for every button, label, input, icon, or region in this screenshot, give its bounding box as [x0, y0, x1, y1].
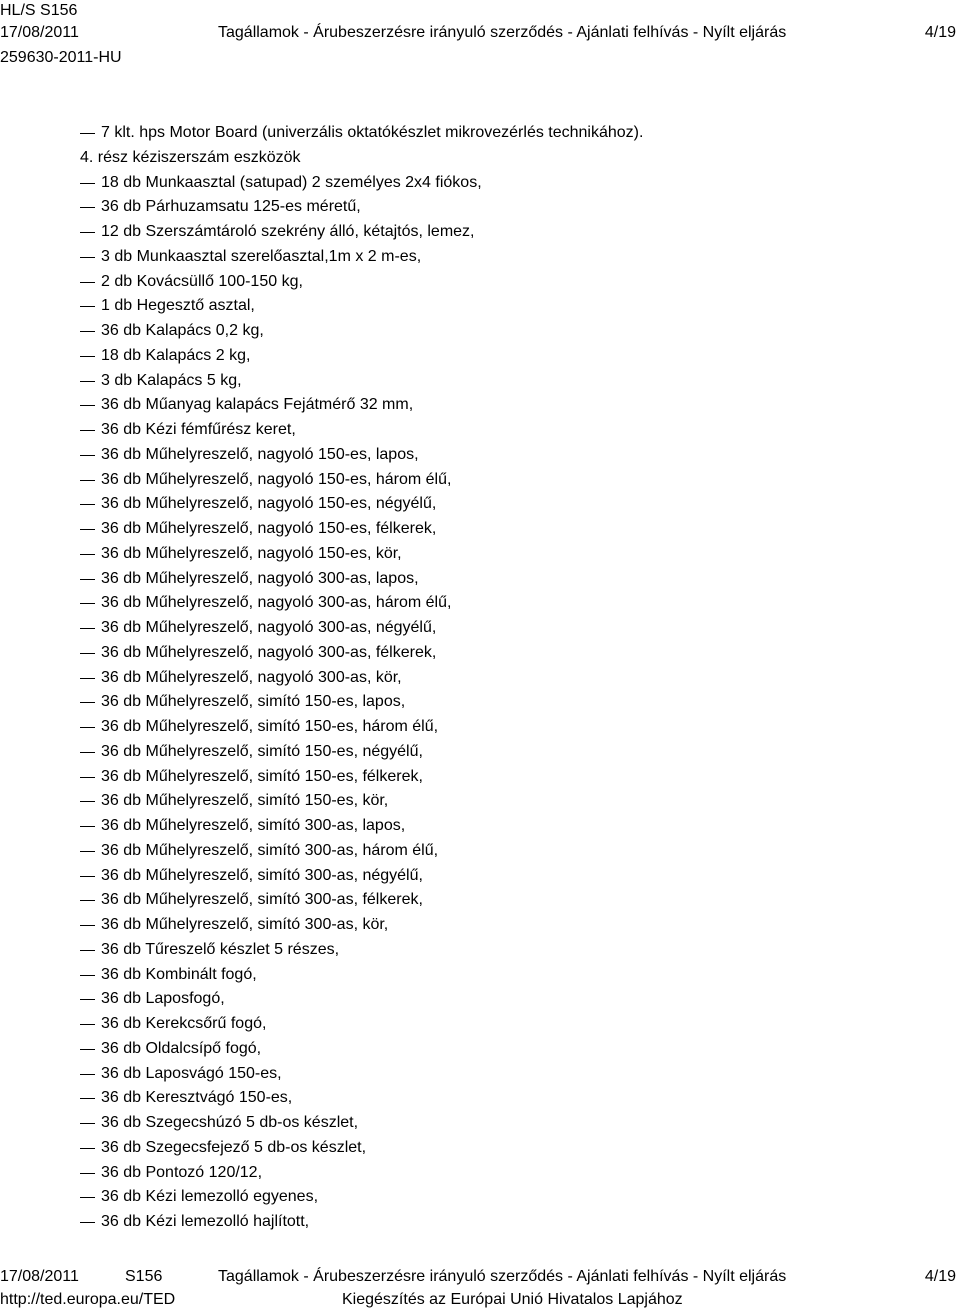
list-item-text: 36 db Szegecsfejező 5 db-os készlet,: [101, 1138, 367, 1156]
list-item-text: 36 db Műhelyreszelő, nagyoló 150-es, kör,: [101, 544, 402, 562]
list-item-text: 36 db Kézi lemezolló hajlított,: [101, 1213, 310, 1230]
list-item-text: 36 db Műhelyreszelő, simító 150-es, lapos,: [101, 693, 406, 711]
list-item: [80, 121, 643, 146]
list-item-text: 36 db Szegecshúzó 5 db-os készlet,: [101, 1114, 359, 1131]
list-item-text: 36 db Műhelyreszelő, simító 300-as, félkerek,: [101, 891, 423, 909]
header-date: 17/08/2011: [0, 24, 79, 41]
list-item-text: 4. rész kéziszerszám eszközök: [80, 148, 301, 166]
list-item: [80, 641, 643, 666]
list-item: [80, 245, 643, 270]
list-item-text: 36 db Műhelyreszelő, simító 150-es, három élű,: [101, 718, 439, 735]
list-item-text: 18 db Munkaasztal (satupad) 2 személyes 2x4 fiókos,: [101, 173, 482, 191]
list-item-text: 36 db Műhelyreszelő, nagyoló 300-as, kör,: [101, 668, 402, 686]
list-item-text: 36 db Kombinált fogó,: [101, 965, 257, 983]
list-item-text: 36 db Laposvágó 150-es,: [101, 1064, 282, 1082]
list-item: [80, 1012, 643, 1037]
item-list: [80, 121, 643, 1235]
list-item-text: 2 db Kovácsüllő 100-150 kg,: [101, 272, 303, 290]
list-item: [80, 740, 643, 765]
list-item-text: 36 db Műanyag kalapács Fejátmérő 32 mm,: [101, 396, 414, 414]
header-notice-id: 259630-2011-HU: [0, 49, 122, 66]
list-item: [80, 344, 643, 369]
list-item-text: 36 db Pontozó 120/12,: [101, 1163, 263, 1181]
list-item: [80, 369, 643, 394]
list-item-text: 36 db Tűreszelő készlet 5 részes,: [101, 940, 340, 958]
footer-date: 17/08/2011: [0, 1268, 79, 1285]
header-reference: HL/S S156: [0, 2, 78, 19]
list-item: [80, 715, 643, 740]
list-item: [80, 270, 643, 295]
list-item: [80, 1136, 643, 1161]
list-item: [80, 591, 643, 616]
list-item: [80, 987, 643, 1012]
list-item-text: 36 db Laposfogó,: [101, 990, 225, 1008]
list-item-text: 36 db Kézi lemezolló egyenes,: [101, 1188, 319, 1206]
list-item: [80, 220, 643, 245]
list-item: [80, 1185, 643, 1210]
list-item: [80, 492, 643, 517]
list-item-text: 36 db Műhelyreszelő, nagyoló 300-as, négyélű,: [101, 619, 437, 636]
list-item: [80, 319, 643, 344]
list-item: [80, 1037, 643, 1062]
list-item-text: 36 db Műhelyreszelő, simító 300-as, kör,: [101, 916, 389, 933]
list-item: [80, 1161, 643, 1186]
footer-supplement: Kiegészítés az Európai Unió Hivatalos Lapjához: [342, 1291, 683, 1308]
list-item: [80, 814, 643, 839]
list-item: [80, 888, 643, 913]
list-item: [80, 666, 643, 691]
list-item: [80, 690, 643, 715]
list-item: [80, 1062, 643, 1087]
list-item-text: 36 db Műhelyreszelő, nagyoló 300-as, három élű,: [101, 594, 452, 612]
list-item-text: 7 klt. hps Motor Board (univerzális oktatókészlet mikrovezérlés technikához).: [101, 124, 644, 141]
list-item-text: 36 db Keresztvágó 150-es,: [101, 1089, 293, 1107]
list-item-text: 36 db Műhelyreszelő, nagyoló 300-as, lapos,: [101, 569, 419, 587]
list-item: [80, 468, 643, 493]
list-item: [80, 294, 643, 319]
list-item: [80, 418, 643, 443]
list-item-text: 36 db Műhelyreszelő, nagyoló 150-es, lapos,: [101, 445, 419, 463]
list-item: [80, 542, 643, 567]
list-item: [80, 1111, 643, 1136]
list-item-text: 36 db Műhelyreszelő, simító 150-es, kör,: [101, 792, 389, 810]
list-item-text: 36 db Műhelyreszelő, simító 300-as, lapos,: [101, 817, 406, 834]
footer-title: Tagállamok - Árubeszerzésre irányuló szerződés - Ajánlati felhívás - Nyílt eljárás: [218, 1268, 787, 1285]
list-item: [80, 1210, 643, 1235]
list-item: [80, 839, 643, 864]
list-item: [80, 765, 643, 790]
header-page-number: 4/19: [924, 24, 956, 41]
list-item-text: 1 db Hegesztő asztal,: [101, 297, 255, 315]
list-item: [80, 146, 643, 171]
list-item: [80, 938, 643, 963]
list-item-text: 36 db Kalapács 0,2 kg,: [101, 322, 264, 339]
list-item-text: 18 db Kalapács 2 kg,: [101, 346, 251, 364]
footer-page-number: 4/19: [924, 1268, 956, 1285]
list-item-text: 36 db Műhelyreszelő, nagyoló 150-es, négyélű,: [101, 495, 437, 513]
footer-url[interactable]: http://ted.europa.eu/TED: [0, 1291, 176, 1308]
list-item-text: 36 db Műhelyreszelő, simító 150-es, négyélű,: [101, 742, 423, 760]
list-item: [80, 1086, 643, 1111]
list-item: [80, 789, 643, 814]
list-item-text: 36 db Oldalcsípő fogó,: [101, 1039, 262, 1057]
list-item: [80, 616, 643, 641]
list-item: [80, 963, 643, 988]
list-item: [80, 567, 643, 592]
list-item-text: 36 db Műhelyreszelő, nagyoló 300-as, félkerek,: [101, 643, 437, 661]
list-item-text: 36 db Párhuzamsatu 125-es méretű,: [101, 198, 361, 216]
list-item-text: 36 db Kézi fémfűrész keret,: [101, 421, 296, 438]
list-item-text: 12 db Szerszámtároló szekrény álló, kétajtós, lemez,: [101, 223, 475, 240]
list-item: [80, 171, 643, 196]
footer-code: S156: [125, 1268, 163, 1285]
list-item: [80, 195, 643, 220]
list-item: [80, 864, 643, 889]
list-item-text: 36 db Műhelyreszelő, nagyoló 150-es, három élű,: [101, 470, 452, 488]
list-item-text: 3 db Munkaasztal szerelőasztal,1m x 2 m-es,: [101, 247, 422, 265]
header-title: Tagállamok - Árubeszerzésre irányuló szerződés - Ajánlati felhívás - Nyílt eljárás: [218, 24, 787, 41]
list-item-text: 3 db Kalapács 5 kg,: [101, 371, 242, 389]
list-item: [80, 443, 643, 468]
list-item: [80, 393, 643, 418]
list-item: [80, 913, 643, 938]
list-item-text: 36 db Műhelyreszelő, simító 150-es, félkerek,: [101, 767, 423, 785]
list-item-text: 36 db Műhelyreszelő, simító 300-as, három élű,: [101, 841, 439, 859]
list-item-text: 36 db Műhelyreszelő, simító 300-as, négyélű,: [101, 866, 423, 884]
list-item-text: 36 db Kerekcsőrű fogó,: [101, 1015, 267, 1032]
list-item-text: 36 db Műhelyreszelő, nagyoló 150-es, félkerek,: [101, 520, 437, 537]
list-item: [80, 517, 643, 542]
